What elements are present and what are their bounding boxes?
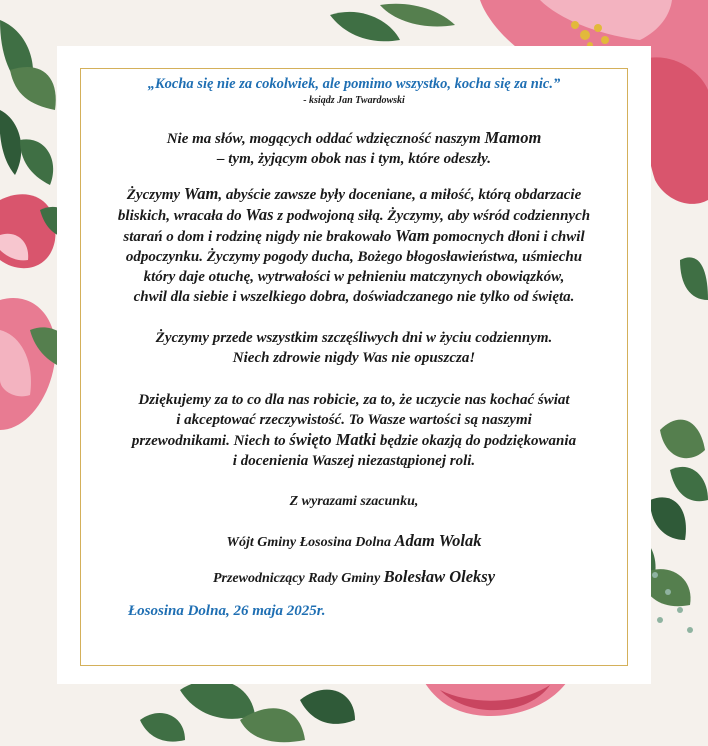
closing: Z wyrazami szacunku, bbox=[289, 494, 419, 509]
flower-left bbox=[0, 194, 56, 430]
paragraph-1: Nie ma słów, mogących oddać wdzięczność naszym Mamom – tym, żyjącym obok nas i tym, które odeszły. bbox=[166, 128, 542, 167]
paragraph-4: Dziękujemy za to co dla nas robicie, za to, że uczycie nas kochać świat i akceptować rzeczywistość. To Wasze wartości są naszymi przewodnikami. Niech to święto Matki będzie okazją do podziękowania i docenienia Waszej niezastąpionej roli. bbox=[131, 392, 577, 469]
leaves-bottom-left bbox=[140, 680, 355, 742]
quote: „Kocha się nie za cokolwiek, ale pomimo wszystko, kocha się za nic.” bbox=[147, 76, 561, 92]
signature-przewodniczacy: Przewodniczący Rady Gminy Bolesław Oleksy bbox=[212, 567, 496, 586]
signature-wojt: Wójt Gminy Łososina Dolna Adam Wolak bbox=[226, 531, 482, 550]
paragraph-3: Życzymy przede wszystkim szczęśliwych dni w życiu codziennym. Niech zdrowie nigdy Was nie opuszcza! bbox=[155, 330, 553, 366]
leaves-top-left bbox=[0, 20, 56, 185]
paragraph-2: Życzymy Wam, abyście zawsze były doceniane, a miłość, którą obdarzacie bliskich, wracała do Was z podwojoną siłą. Życzymy, aby wśród codziennych starań o dom i rodzinę nigdy nie brakowało Wam pomocnych dłoni i chwil odpoczynku. Życzymy pogody ducha, Bożego błogosławieństwa, uśmiechu który daje otuchę, wytrwałości w pełnieniu matczynych obowiązków, chwil dla siebie i wszelkiego dobra, doświadczanego nie tylko od święta. bbox=[117, 184, 591, 305]
place-date: Łososina Dolna, 26 maja 2025r. bbox=[128, 603, 326, 619]
quote-author: - ksiądz Jan Twardowski bbox=[303, 95, 405, 106]
